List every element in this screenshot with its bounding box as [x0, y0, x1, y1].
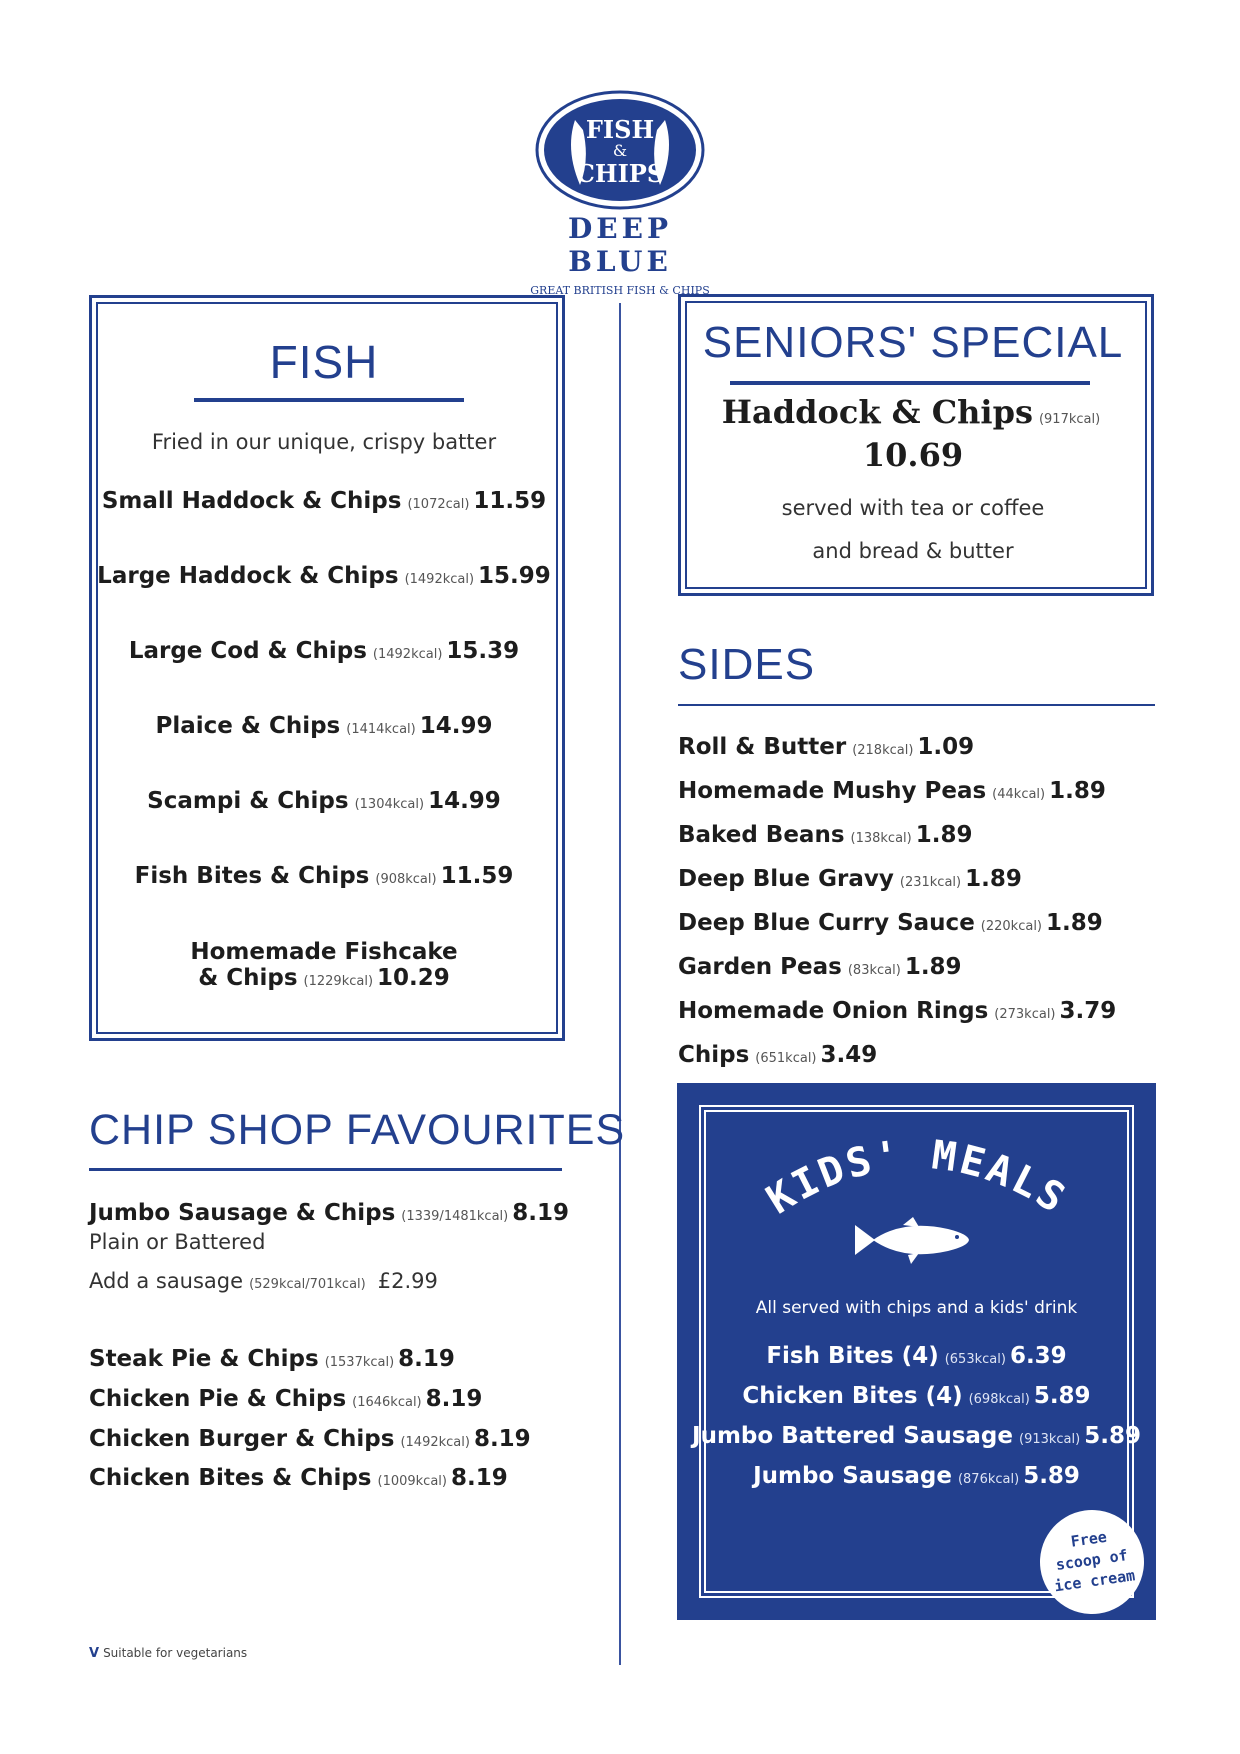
list-item — [678, 727, 1116, 771]
kids-meals-panel — [677, 1083, 1156, 1620]
fish-title: FISH — [269, 336, 379, 388]
item-name: Jumbo Battered Sausage — [692, 1423, 1013, 1449]
menu-item — [677, 1343, 1156, 1369]
item-price: 1.89 — [904, 954, 962, 980]
item-kcal: (1537kcal) — [324, 1355, 395, 1370]
item-name: Baked Beans — [678, 822, 845, 848]
item-kcal: (1492kcal) — [404, 572, 475, 587]
item-kcal: (1304kcal) — [354, 797, 425, 812]
logo-line3: CHIPS — [575, 159, 665, 188]
item-price: 5.89 — [1033, 1383, 1091, 1409]
item-price: 5.89 — [1023, 1463, 1080, 1489]
item-name: Homemade Onion Rings — [678, 998, 989, 1024]
kids-subtitle: All served with chips and a kids' drink — [755, 1298, 1078, 1318]
fish-icon — [853, 1215, 973, 1265]
fish-subtitle: Fried in our unique, crispy batter — [151, 430, 497, 454]
logo-line2: & — [612, 141, 628, 160]
chip-shop-title-rule — [89, 1168, 562, 1171]
item-price: 8.19 — [450, 1465, 508, 1491]
menu-item — [89, 939, 559, 995]
item-price: 1.89 — [915, 822, 973, 848]
vegetarian-text: Suitable for vegetarians — [103, 1646, 248, 1660]
column-divider — [619, 303, 621, 1665]
item-kcal: (1492kcal) — [400, 1435, 470, 1450]
sides-list — [678, 727, 1116, 1079]
item-kcal: (651kcal) — [755, 1051, 817, 1066]
item-kcal: (44kcal) — [992, 787, 1046, 802]
fish-title-rule — [194, 398, 464, 402]
item-kcal: (1072cal) — [407, 497, 470, 512]
item-kcal: (273kcal) — [994, 1007, 1056, 1022]
item-name: Garden Peas — [678, 954, 842, 980]
menu-item — [89, 638, 559, 668]
menu-item — [89, 563, 559, 593]
item-name-line2: & Chips — [198, 965, 298, 991]
item-name: Large Cod & Chips — [128, 638, 367, 664]
list-item — [678, 903, 1116, 947]
item-price: 1.89 — [965, 866, 1022, 892]
item-kcal: (876kcal) — [957, 1472, 1020, 1487]
menu-item — [89, 488, 559, 518]
item-name: Deep Blue Gravy — [678, 866, 894, 892]
item-kcal: (653kcal) — [944, 1352, 1006, 1367]
logo-line1: FISH — [585, 115, 655, 144]
item-name: Jumbo Sausage & Chips — [89, 1200, 396, 1226]
menu-item — [89, 788, 559, 818]
item-kcal: (138kcal) — [850, 831, 912, 846]
fish-section-border — [89, 295, 565, 1041]
item-price: 8.19 — [398, 1346, 455, 1372]
item-kcal: (1339/1481kcal) — [401, 1209, 509, 1224]
item-name: Roll & Butter — [678, 734, 847, 760]
menu-item — [89, 1200, 569, 1226]
item-price: 1.09 — [917, 734, 975, 760]
item-kcal: (218kcal) — [852, 743, 914, 758]
item-kcal: (1414kcal) — [346, 722, 416, 737]
item-name: Fish Bites (4) — [766, 1343, 939, 1369]
item-kcal: (908kcal) — [375, 872, 437, 887]
logo-tagline: GREAT BRITISH FISH & CHIPS — [530, 284, 710, 297]
badge-line-3: ice cream — [1053, 1566, 1137, 1596]
item-name: Jumbo Sausage — [753, 1463, 952, 1489]
menu-item — [89, 863, 559, 893]
item-price: 8.19 — [425, 1386, 483, 1412]
item-price: 8.19 — [473, 1426, 531, 1452]
menu-item — [677, 1383, 1156, 1409]
menu-item — [677, 1423, 1156, 1449]
list-item — [678, 947, 1116, 991]
vegetarian-note — [89, 1646, 247, 1661]
item-name: Plaice & Chips — [155, 713, 341, 739]
item-name: Homemade Mushy Peas — [678, 778, 987, 804]
svg-text:KIDS' MEALS — [759, 1132, 1075, 1223]
item-name: Deep Blue Curry Sauce — [678, 910, 975, 936]
item-name: Small Haddock & Chips — [101, 488, 402, 514]
item-price: 14.99 — [419, 713, 493, 739]
list-item — [678, 771, 1116, 815]
item-price: £2.99 — [377, 1269, 438, 1293]
seniors-price: 10.69 — [862, 436, 964, 474]
item-price: 8.19 — [512, 1200, 569, 1226]
item-kcal: (1492kcal) — [372, 647, 443, 662]
add-on-item — [89, 1269, 438, 1293]
item-price: 11.59 — [473, 488, 547, 514]
sides-title-rule — [678, 704, 1155, 706]
item-name: Chicken Burger & Chips — [89, 1426, 395, 1452]
seniors-title-rule — [730, 381, 1090, 385]
item-price: 3.49 — [820, 1042, 878, 1068]
item-kcal: (1009kcal) — [377, 1474, 447, 1489]
menu-item — [89, 1386, 482, 1412]
item-name: Chips — [678, 1042, 750, 1068]
item-price: 6.39 — [1009, 1343, 1067, 1369]
item-kcal: (1229kcal) — [303, 974, 374, 989]
menu-item — [677, 1463, 1156, 1489]
badge-line-1: Free — [1069, 1527, 1108, 1551]
item-name: Haddock & Chips — [721, 393, 1033, 431]
vegetarian-mark: V — [89, 1646, 100, 1661]
item-kcal: (220kcal) — [980, 919, 1043, 934]
seniors-item — [678, 393, 1148, 431]
menu-item — [89, 1346, 455, 1372]
menu-item — [89, 713, 559, 743]
item-price: 3.79 — [1059, 998, 1117, 1024]
item-kcal: (1646kcal) — [352, 1395, 422, 1410]
item-price: 14.99 — [428, 788, 501, 814]
item-price: 1.89 — [1049, 778, 1106, 804]
badge-line-2: scoop of — [1054, 1546, 1129, 1574]
menu-item — [89, 1426, 531, 1452]
item-name: Chicken Bites (4) — [742, 1383, 963, 1409]
item-price: 10.29 — [377, 965, 450, 991]
seniors-title: SENIORS' SPECIAL — [702, 318, 1124, 367]
item-price: 5.89 — [1084, 1423, 1141, 1449]
item-kcal: (83kcal) — [847, 963, 901, 978]
brand-logo — [530, 90, 710, 297]
list-item — [678, 1035, 1116, 1079]
logo-name: DEEP BLUE — [567, 212, 673, 278]
seniors-note-2: and bread & butter — [812, 539, 1014, 563]
list-item — [678, 815, 1116, 859]
item-name: Scampi & Chips — [147, 788, 349, 814]
menu-item — [89, 1465, 508, 1491]
item-kcal: (529kcal/701kcal) — [249, 1277, 366, 1292]
chip-shop-title: CHIP SHOP FAVOURITES — [89, 1106, 626, 1154]
item-name: Homemade Fishcake — [190, 939, 458, 965]
item-option: Plain or Battered — [89, 1230, 266, 1254]
item-name: Chicken Pie & Chips — [89, 1386, 347, 1412]
item-price: 15.39 — [446, 638, 520, 664]
item-kcal: (231kcal) — [899, 875, 962, 890]
kids-title: KIDS' MEALS — [758, 1132, 1076, 1224]
item-kcal: (698kcal) — [968, 1392, 1030, 1407]
item-kcal: (913kcal) — [1019, 1432, 1081, 1447]
item-price: 11.59 — [440, 863, 514, 889]
list-item — [678, 859, 1116, 903]
item-name: Add a sausage — [89, 1269, 244, 1293]
item-name: Chicken Bites & Chips — [89, 1465, 372, 1491]
seniors-note-1: served with tea or coffee — [781, 496, 1045, 520]
item-kcal: (917kcal) — [1038, 412, 1101, 427]
list-item — [678, 991, 1116, 1035]
logo-emblem — [535, 90, 705, 210]
item-price: 15.99 — [478, 563, 551, 589]
item-price: 1.89 — [1046, 910, 1103, 936]
item-name: Fish Bites & Chips — [134, 863, 370, 889]
sides-title: SIDES — [678, 640, 816, 689]
item-name: Large Haddock & Chips — [97, 563, 399, 589]
item-name: Steak Pie & Chips — [89, 1346, 319, 1372]
